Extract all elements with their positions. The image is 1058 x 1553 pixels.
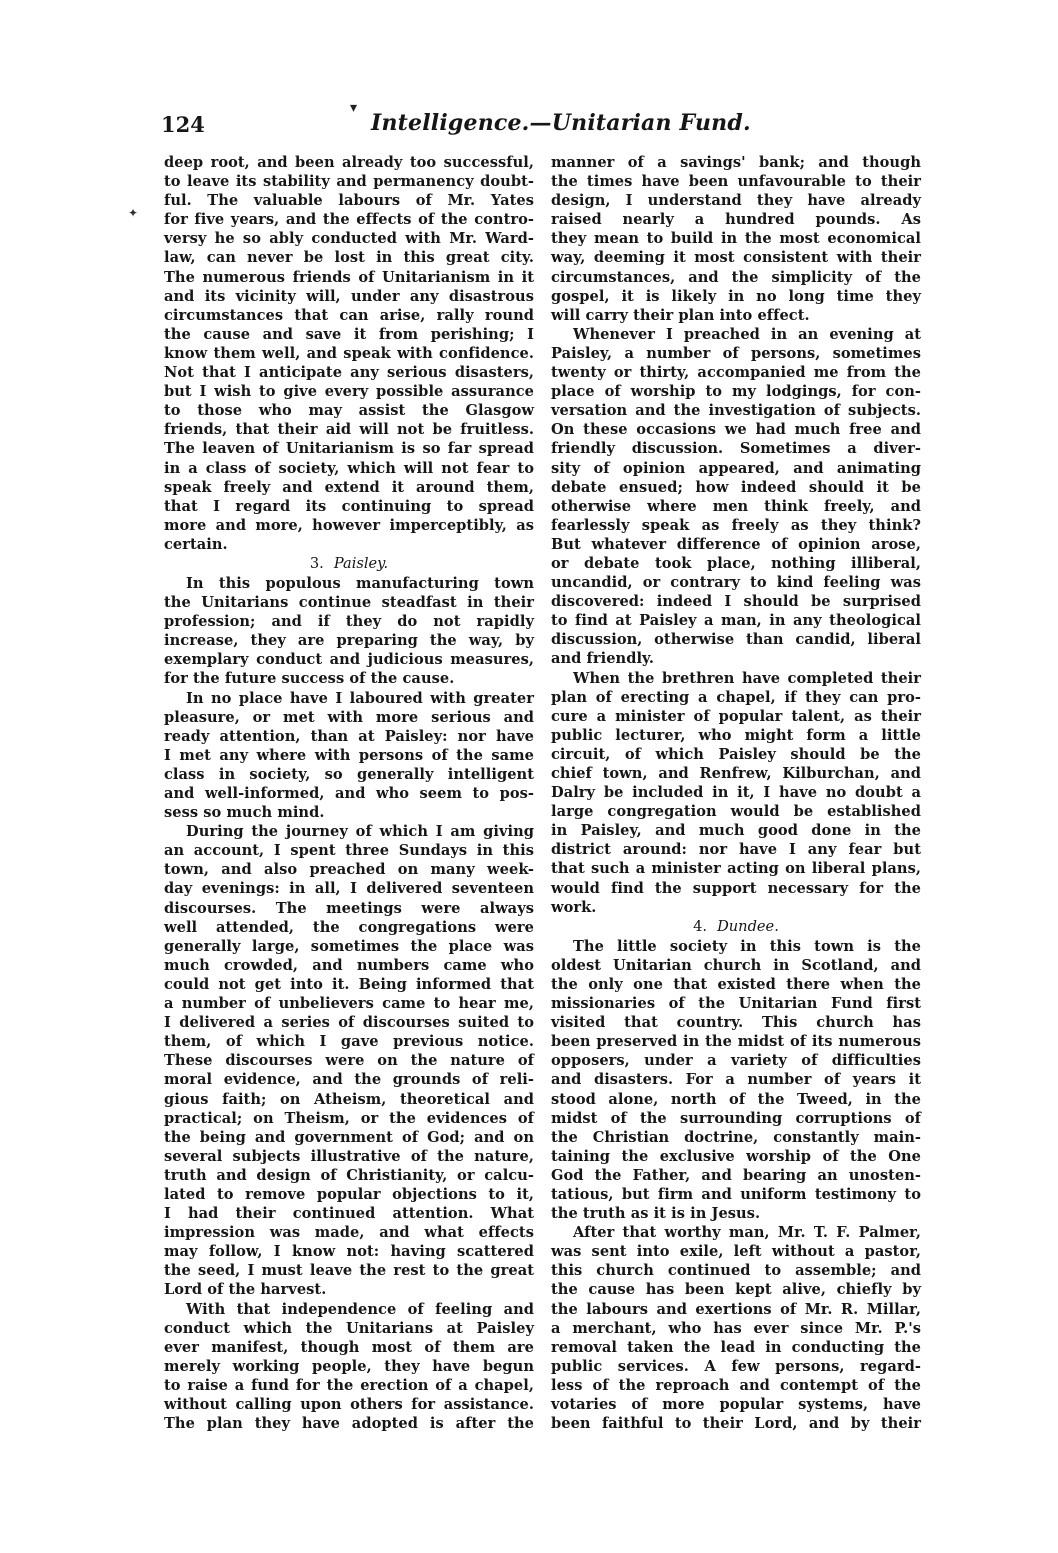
text-line: or debate took place, nothing illiberal, (551, 554, 921, 572)
text-line: I had their continued attention. What (164, 1205, 534, 1223)
text-line: removal taken the lead in conducting the (551, 1338, 921, 1356)
text-line: Dalry be included in it, I have no doubt a (551, 784, 921, 802)
text-line: ful. The valuable labours of Mr. Yates (164, 192, 534, 210)
text-line: discussion, otherwise than candid, liberal (551, 631, 921, 649)
text-line: Whenever I preached in an evening at (573, 325, 921, 343)
section-number: 3. (309, 554, 324, 572)
text-line: But whatever difference of opinion arose, (551, 535, 921, 553)
text-line: several subjects illustrative of the nature, (164, 1147, 534, 1165)
text-line: In no place have I laboured with greater (186, 689, 534, 707)
text-line: the times have been unfavourable to their (551, 173, 921, 191)
text-line: that such a minister acting on liberal plans, (551, 860, 921, 878)
text-line: circuit, of which Paisley should be the (551, 745, 921, 763)
text-line: circumstances, and the simplicity of the (551, 268, 921, 286)
text-line: manner of a savings' bank; and though (551, 154, 921, 171)
text-line: district around: nor have I any fear but (551, 841, 921, 859)
text-line: to those who may assist the Glasgow (164, 402, 534, 420)
text-line: been faithful to their Lord, and by their (551, 1415, 921, 1433)
text-line: speak freely and extend it around them, (164, 478, 534, 496)
text-line: truth and design of Christianity, or calcu- (164, 1166, 534, 1184)
text-line: plan of erecting a chapel, if they can pro- (551, 688, 921, 706)
text-line: work. (551, 898, 597, 916)
left-column (164, 153, 534, 1433)
text-line: they mean to build in the most economical (551, 230, 921, 248)
text-line: and its vicinity will, under any disastrous (164, 287, 534, 305)
text-line: impression was made, and what effects (164, 1224, 534, 1242)
text-line: that I regard its continuing to spread (164, 497, 534, 515)
text-line: oldest Unitarian church in Scotland, and (551, 956, 921, 974)
text-line: merely working people, they have begun (164, 1357, 534, 1375)
section-title: Paisley. (333, 554, 389, 572)
text-line: With that independence of feeling and (186, 1300, 534, 1318)
running-title: Intelligence.—Unitarian Fund. (371, 110, 751, 136)
text-line: tatious, but firm and uniform testimony to (551, 1185, 921, 1203)
text-line: stood alone, north of the Tweed, in the (551, 1090, 921, 1108)
text-line: ever manifest, though most of them are (164, 1338, 534, 1356)
margin-mark: ✦ (128, 206, 139, 220)
text-line: to leave its stability and permanency doubt- (164, 173, 534, 191)
text-line: in Paisley, and much good done in the (551, 822, 921, 840)
text-line: discourses. The meetings were always (164, 899, 534, 917)
text-line: would find the support necessary for the (551, 879, 921, 897)
text-line: to find at Paisley a man, in any theological (551, 612, 921, 630)
text-line: profession; and if they do not rapidly (164, 613, 534, 631)
section-title: Dundee. (717, 917, 779, 935)
text-line: well attended, the congregations were (164, 918, 534, 936)
text-line: When the brethren have completed their (573, 669, 921, 687)
text-line: During the journey of which I am giving (186, 823, 534, 841)
text-line: public lecturer, who might form a little (551, 726, 921, 744)
text-line: visited that country. This church has (551, 1014, 921, 1032)
text-line: discovered: indeed I should be surprised (551, 593, 921, 611)
text-line: midst of the surrounding corruptions of (551, 1109, 921, 1127)
text-line: moral evidence, and the grounds of reli- (164, 1071, 534, 1089)
text-line: debate ensued; how indeed should it be (551, 478, 921, 496)
text-line: generally large, sometimes the place was (164, 937, 534, 955)
text-line: the truth as it is in Jesus. (551, 1205, 761, 1223)
text-line: could not get into it. Being informed that (164, 975, 534, 993)
text-line: without calling upon others for assistance. (164, 1396, 534, 1413)
text-line: know them well, and speak with confidence. (164, 344, 534, 362)
text-line: large congregation would be established (551, 803, 921, 821)
text-line: sess so much mind. (164, 804, 325, 822)
text-line: conduct which the Unitarians at Paisley (164, 1319, 534, 1337)
text-line: After that worthy man, Mr. T. F. Palmer, (573, 1224, 921, 1242)
text-line: friendly discussion. Sometimes a diver- (551, 440, 921, 458)
text-line: much crowded, and numbers came who (164, 956, 534, 974)
text-line: The numerous friends of Unitarianism in it (164, 268, 534, 286)
text-line: Lord of the harvest. (164, 1281, 327, 1299)
text-line: God the Father, and bearing an unosten- (551, 1166, 921, 1184)
page-number: 124 (161, 112, 205, 137)
text-line: a number of unbelievers came to hear me, (164, 995, 534, 1013)
text-line: On these occasions we had much free and (551, 421, 921, 439)
text-line: lated to remove popular objections to it, (164, 1185, 534, 1203)
text-line: gious faith; on Atheism, theoretical and (164, 1090, 534, 1108)
text-line: the Christian doctrine, constantly main- (551, 1128, 921, 1146)
text-line: the cause and save it from perishing; I (164, 325, 534, 343)
text-line: pleasure, or met with more serious and (164, 708, 534, 726)
text-line: certain. (164, 535, 228, 553)
text-line: day evenings: in all, I delivered seventeen (164, 880, 534, 898)
text-line: for the future success of the cause. (164, 670, 455, 688)
text-line: town, and also preached on many week- (164, 861, 534, 879)
text-line: gospel, it is likely in no long time they (551, 287, 921, 305)
text-line: The plan they have adopted is after the (164, 1415, 534, 1433)
text-line: practical; on Theism, or the evidences of (164, 1109, 534, 1127)
text-line: an account, I spent three Sundays in this (164, 842, 534, 860)
text-line: votaries of more popular systems, have (551, 1396, 921, 1413)
text-line: fearlessly speak as freely as they think? (551, 516, 921, 534)
text-line: ready attention, than at Paisley: nor have (164, 727, 534, 745)
text-line: In this populous manufacturing town (186, 574, 534, 592)
right-column (551, 153, 921, 1433)
text-line: friends, that their aid will not be fruitless. (164, 421, 534, 439)
text-line: class in society, so generally intelligent (164, 765, 534, 783)
text-line: twenty or thirty, accompanied me from the (551, 364, 921, 382)
text-line: a merchant, who has ever since Mr. P.'s (551, 1319, 921, 1337)
text-line: exemplary conduct and judicious measures, (164, 651, 534, 669)
text-line: Paisley, a number of persons, sometimes (551, 344, 921, 362)
running-header (161, 100, 921, 146)
text-line: I met any where with persons of the same (164, 746, 534, 764)
text-line: I delivered a series of discourses suited to (164, 1014, 534, 1032)
text-line: versy he so ably conducted with Mr. Ward- (164, 230, 534, 248)
text-line: and friendly. (551, 650, 655, 668)
text-line: more and more, however imperceptibly, as (164, 516, 534, 534)
text-line: the only one that existed there when the (551, 975, 921, 993)
text-line: may follow, I know not: having scattered (164, 1243, 534, 1261)
text-line: way, deeming it most consistent with their (551, 249, 921, 267)
text-line: law, can never be lost in this great city. (164, 249, 534, 267)
text-line: public services. A few persons, regard- (551, 1357, 921, 1375)
text-line: missionaries of the Unitarian Fund first (551, 995, 921, 1013)
text-line: for five years, and the effects of the contro- (164, 211, 534, 229)
text-line: raised nearly a hundred pounds. As (551, 211, 921, 229)
section-heading (164, 554, 534, 574)
text-line: The little society in this town is the (573, 937, 921, 955)
text-line: them, of which I gave previous notice. (164, 1033, 534, 1051)
text-line: increase, they are preparing the way, by (164, 632, 534, 650)
text-line: otherwise where men think freely, and (551, 497, 921, 515)
text-line: the Unitarians continue steadfast in their (164, 594, 534, 612)
text-line: opposers, under a variety of difficulties (551, 1052, 921, 1070)
text-line: taining the exclusive worship of the One (551, 1147, 921, 1165)
text-line: cure a minister of popular talent, as their (551, 707, 921, 725)
text-line: this church continued to assemble; and (551, 1262, 921, 1280)
section-heading (551, 917, 921, 937)
text-line: the being and government of God; and on (164, 1128, 534, 1146)
section-number: 4. (693, 917, 708, 935)
text-line: design, I understand they have already (551, 192, 921, 210)
text-line: deep root, and been already too successful, (164, 154, 534, 171)
printer-mark: ▾ (350, 100, 358, 116)
text-line: in a class of society, which will not fear to (164, 459, 534, 477)
text-line: These discourses were on the nature of (164, 1052, 534, 1070)
text-line: Not that I anticipate any serious disasters, (164, 364, 534, 382)
text-line: place of worship to my lodgings, for con- (551, 383, 921, 401)
text-line: to raise a fund for the erection of a chapel, (164, 1376, 534, 1394)
text-line: the seed, I must leave the rest to the great (164, 1262, 534, 1280)
text-line: uncandid, or contrary to kind feeling was (551, 574, 921, 592)
text-line: been preserved in the midst of its numerous (551, 1033, 921, 1051)
text-line: versation and the investigation of subjects. (551, 402, 921, 420)
text-line: and disasters. For a number of years it (551, 1071, 921, 1089)
text-line: and well-informed, and who seem to pos- (164, 785, 534, 802)
text-line: but I wish to give every possible assurance (164, 383, 534, 401)
text-line: sity of opinion appeared, and animating (551, 459, 921, 477)
text-line: was sent into exile, left without a pastor, (551, 1243, 921, 1261)
text-line: the cause has been kept alive, chiefly by (551, 1281, 921, 1299)
text-line: will carry their plan into effect. (551, 306, 810, 324)
text-line: The leaven of Unitarianism is so far spread (164, 440, 534, 458)
text-line: less of the reproach and contempt of the (551, 1376, 921, 1394)
text-line: chief town, and Renfrew, Kilburchan, and (551, 765, 921, 782)
text-line: the labours and exertions of Mr. R. Millar, (551, 1300, 921, 1318)
text-line: circumstances that can arise, rally round (164, 306, 534, 324)
